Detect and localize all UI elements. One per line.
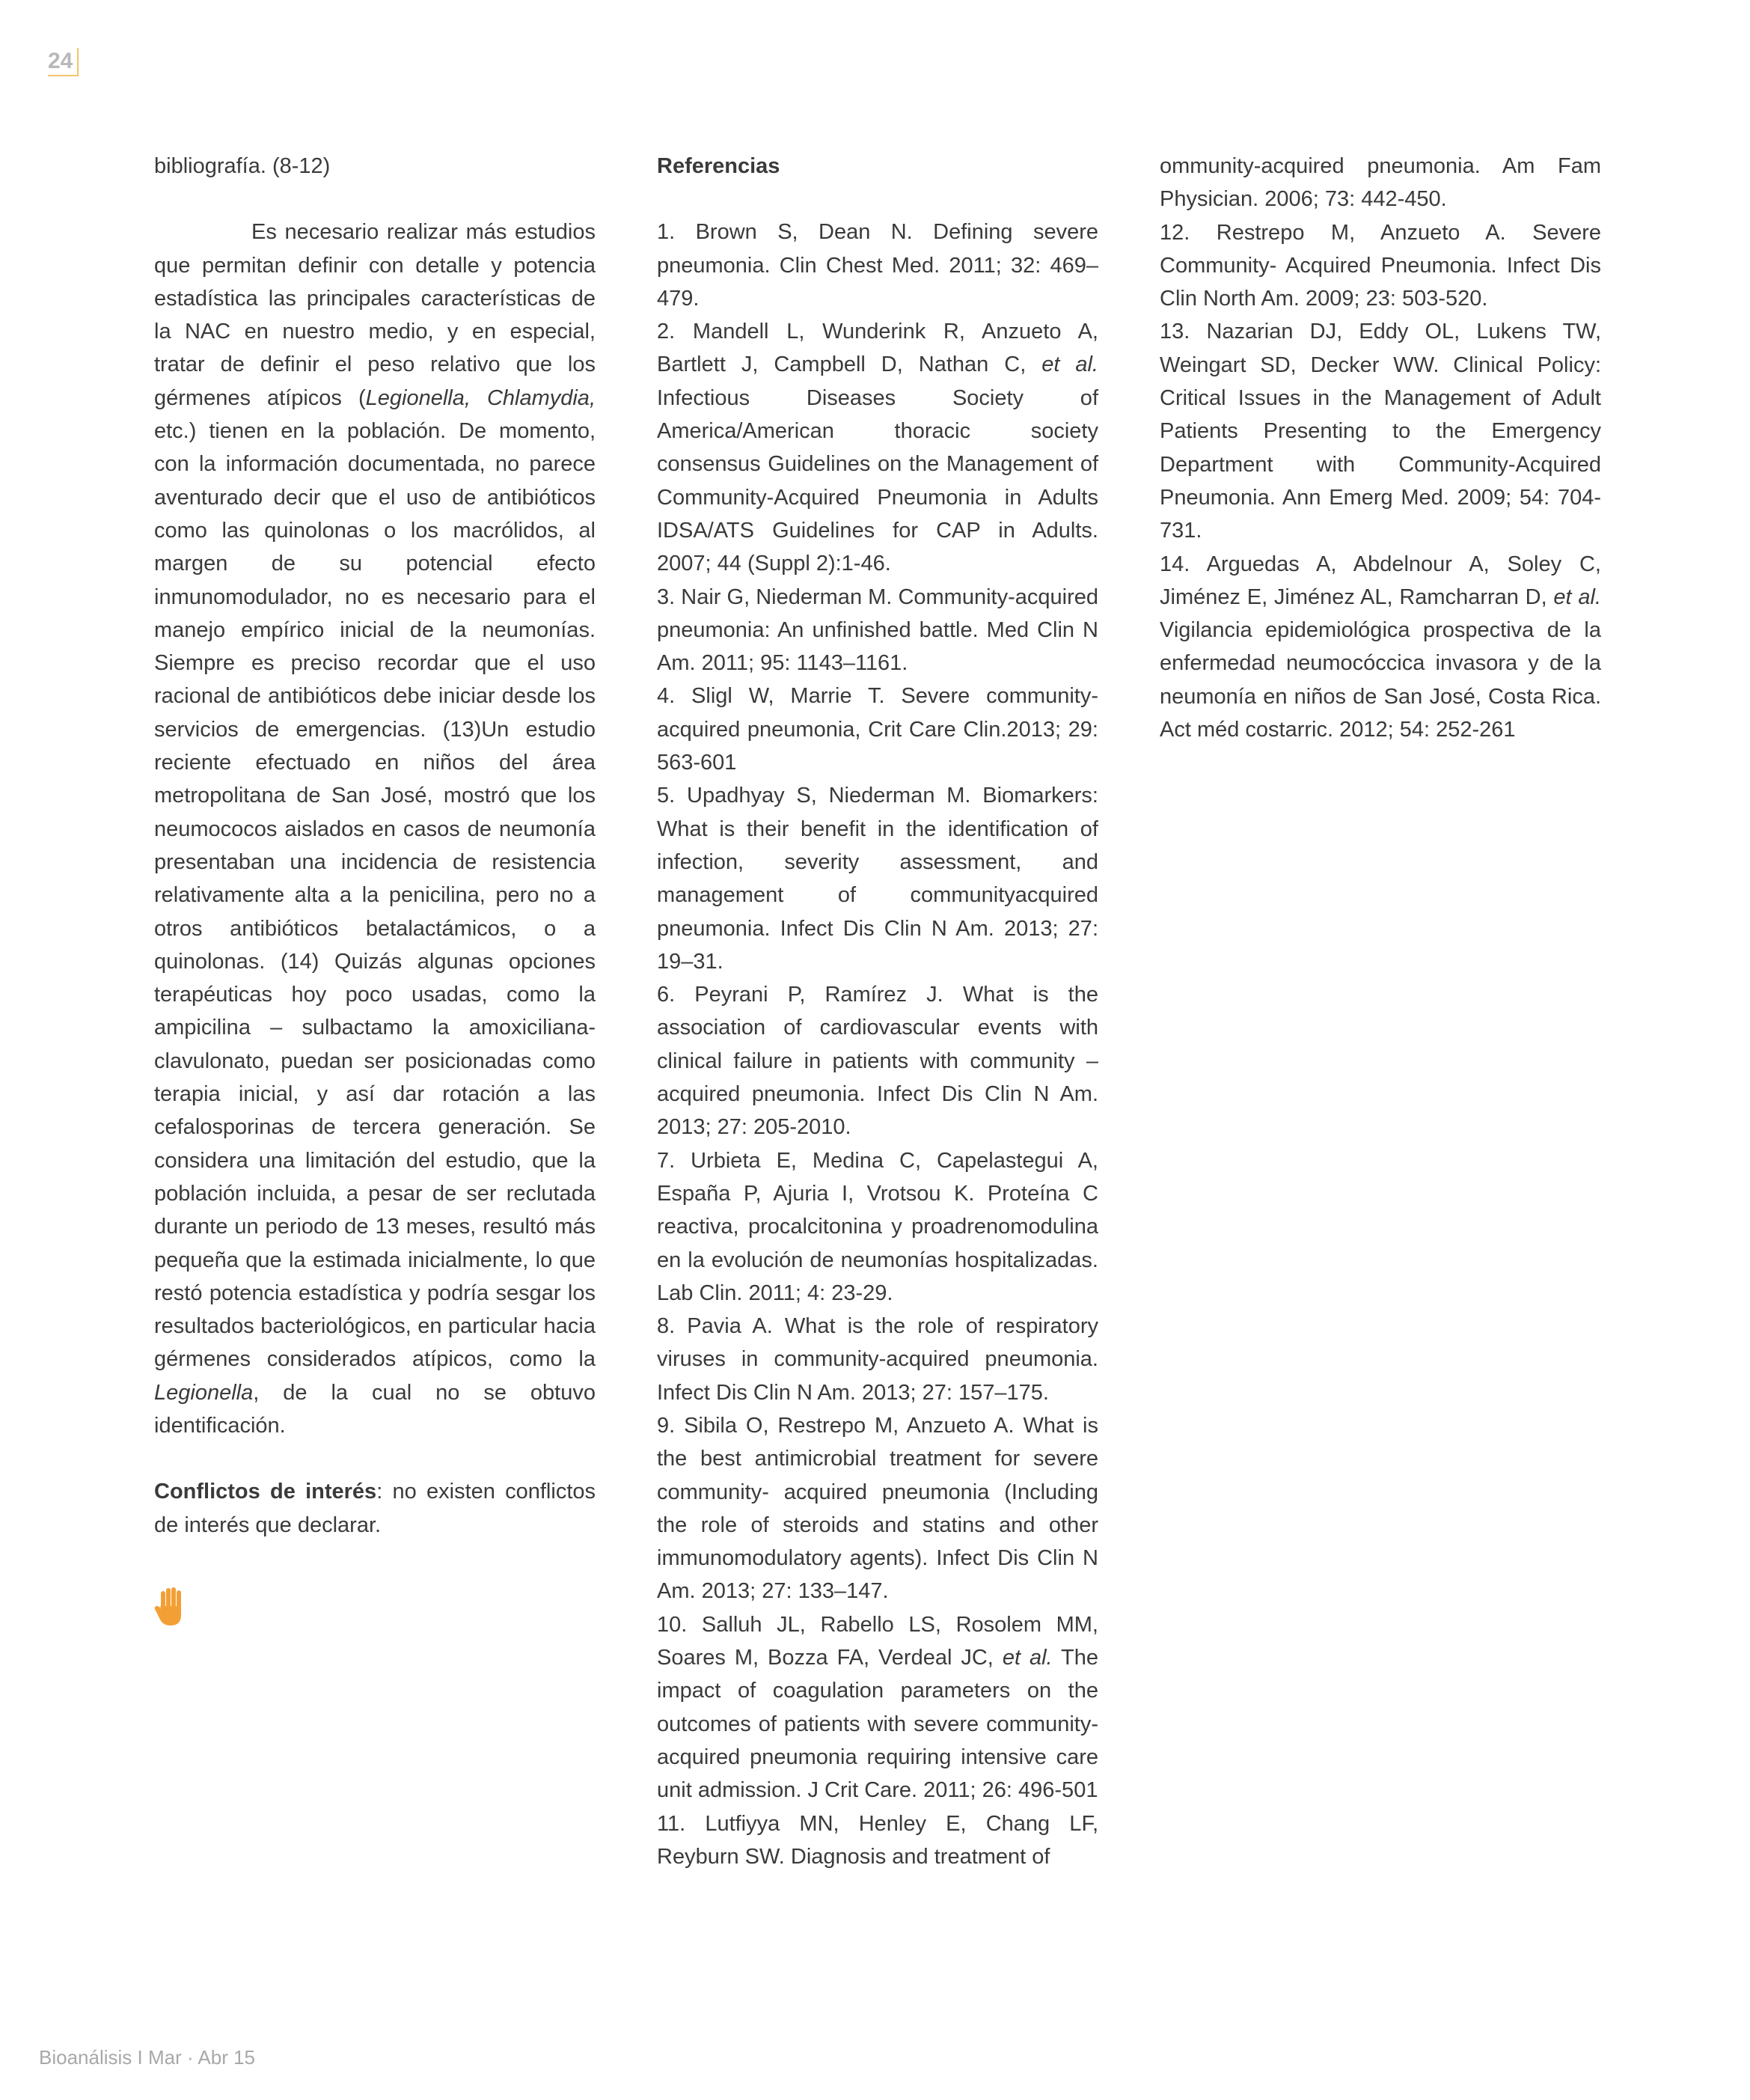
reference-item: 11. Lutfiyya MN, Henley E, Chang LF, Reyburn SW. Diagnosis and treatment of <box>657 1811 1098 1869</box>
reference-item: 7. Urbieta E, Medina C, Capelastegui A, España P, Ajuria I, Vrotsou K. Proteína C reactiva, procalcitonina y proadrenomodulina en la evolución de neumonías hospitalizadas. Lab Clin. 2011; 4: 23-29. <box>657 1148 1098 1305</box>
middle-column <box>657 150 1098 1873</box>
text-segment: 2. Mandell L, Wunderink R, Anzueto A, Bartlett J, Campbell D, Nathan C, <box>657 320 1098 377</box>
text-segment: etc.) tienen en la población. De momento, con la información documentada, no parece aventurado decir que el uso de antibióticos como las quinolonas o los macrólidos, al margen de su potencial efecto inmunomodulador, no es necesario para el manejo empírico inicial de la neumonías. Siempre es preciso recordar que el uso racional de antibióticos debe iniciar desde los servicios de emergencias. (13)Un estudio reciente efectuado en niños del área metropolitana de San José, mostró que los neumococos aislados en casos de neumonía presentaban una incidencia de resistencia relativamente alta a la penicilina, pero no a otros antibióticos betalactámicos, o a quinolonas. (14) Quizás algunas opciones terapéuticas hoy poco usadas, como la ampicilina – sulbactamo la amoxiciliana-clavulonato, puedan ser posicionadas como terapia inicial, y así dar rotación a las cefalosporinas de tercera generación. Se considera una limitación del estudio, que la población incluida, a pesar de ser reclutada durante un periodo de 13 meses, resultó más pequeña que la estimada inicialmente, lo que restó potencia estadística y podría sesgar los resultados bacteriológicos, en particular hacia gérmenes considerados atípicos, como la <box>154 419 596 1372</box>
paragraph-continuation: bibliografía. (8-12) <box>154 154 331 178</box>
italic-et-al: et al. <box>1002 1646 1053 1670</box>
paragraph-discussion <box>154 216 596 1442</box>
conflict-label: Conflictos de interés <box>154 1480 377 1504</box>
text-segment: 14. Arguedas A, Abdelnour A, Soley C, Jiménez E, Jiménez AL, Ramcharran D, <box>1160 552 1601 609</box>
reference-item: 5. Upadhyay S, Niederman M. Biomarkers: What is their benefit in the identification of infection, severity assessment, and management of communityacquired pneumonia. Infect Dis Clin N Am. 2013; 27: 19–31. <box>657 784 1098 974</box>
italic-organism-name: Legionella <box>154 1380 254 1405</box>
reference-item-continuation: ommunity-acquired pneumonia. Am Fam Physician. 2006; 73: 442-450. <box>1160 154 1601 212</box>
reference-item: 12. Restrepo M, Anzueto A. Severe Community- Acquired Pneumonia. Infect Dis Clin North Am. 2009; 23: 503-520. <box>1160 220 1601 311</box>
text-segment: The impact of coagulation parameters on the outcomes of patients with severe community-acquired pneumonia requiring intensive care unit admission. J Crit Care. 2011; 26: 496-501 <box>657 1646 1098 1803</box>
page-number: 24 <box>48 48 79 76</box>
conflict-of-interest <box>154 1475 596 1542</box>
italic-et-al: et al. <box>1041 352 1098 377</box>
footer: Bioanálisis I Mar · Abr 15 <box>39 2046 256 2069</box>
conflict-text: : no existen conflictos de interés que declarar. <box>154 1480 596 1537</box>
reference-item: 9. Sibila O, Restrepo M, Anzueto A. What is the best antimicrobial treatment for severe community- acquired pneumonia (Including the role of steroids and statins and other immunomodulatory agents). Infect Dis Clin N Am. 2013; 27: 133–147. <box>657 1413 1098 1604</box>
text-segment: Es necesario realizar más estudios que permitan definir con detalle y potencia estadística las principales características de la NAC en nuestro medio, y en especial, tratar de definir el peso relativo que los gérmenes atípicos ( <box>154 220 596 410</box>
reference-item <box>657 1608 1098 1807</box>
italic-organism-names: Legionella, Chlamydia, <box>365 385 596 410</box>
text-segment: Infectious Diseases Society of America/American thoracic society consensus Guidelines on the Management of Community-Acquired Pneumonia in Adults IDSA/ATS Guidelines for CAP in Adults. 2007; 44 (Suppl 2):1-46. <box>657 385 1098 576</box>
reference-item <box>1160 548 1601 747</box>
right-column <box>1160 150 1601 746</box>
text-segment: Vigilancia epidemiológica prospectiva de la enfermedad neumocóccica invasora y de la neumonía en niños de San José, Costa Rica. Act méd costarric. 2012; 54: 252-261 <box>1160 618 1601 742</box>
reference-item: 13. Nazarian DJ, Eddy OL, Lukens TW, Weingart SD, Decker WW. Clinical Policy: Critical Issues in the Management of Adult Patients Presenting to the Emergency Department with Community-Acquired Pneumonia. Ann Emerg Med. 2009; 54: 704-731. <box>1160 320 1601 543</box>
reference-item: 3. Nair G, Niederman M. Community-acquired pneumonia: An unfinished battle. Med Clin N Am. 2011; 95: 1143–1161. <box>657 584 1098 676</box>
reference-item: 4. Sligl W, Marrie T. Severe community-acquired pneumonia, Crit Care Clin.2013; 29: 563-601 <box>657 684 1098 775</box>
text-segment: , de la cual no se obtuvo identificación. <box>154 1380 596 1438</box>
reference-item: 6. Peyrani P, Ramírez J. What is the association of cardiovascular events with clinical failure in patients with community – acquired pneumonia. Infect Dis Clin N Am. 2013; 27: 205-2010. <box>657 983 1098 1140</box>
italic-et-al: et al. <box>1553 584 1601 609</box>
reference-item <box>657 315 1098 580</box>
left-column <box>154 150 596 1637</box>
hand-icon <box>154 1587 189 1627</box>
reference-item: 1. Brown S, Dean N. Defining severe pneumonia. Clin Chest Med. 2011; 32: 469–479. <box>657 220 1098 311</box>
references-heading: Referencias <box>657 154 780 178</box>
reference-item: 8. Pavia A. What is the role of respiratory viruses in community-acquired pneumonia. Infect Dis Clin N Am. 2013; 27: 157–175. <box>657 1314 1098 1405</box>
text-segment: 10. Salluh JL, Rabello LS, Rosolem MM, Soares M, Bozza FA, Verdeal JC, <box>657 1612 1098 1670</box>
